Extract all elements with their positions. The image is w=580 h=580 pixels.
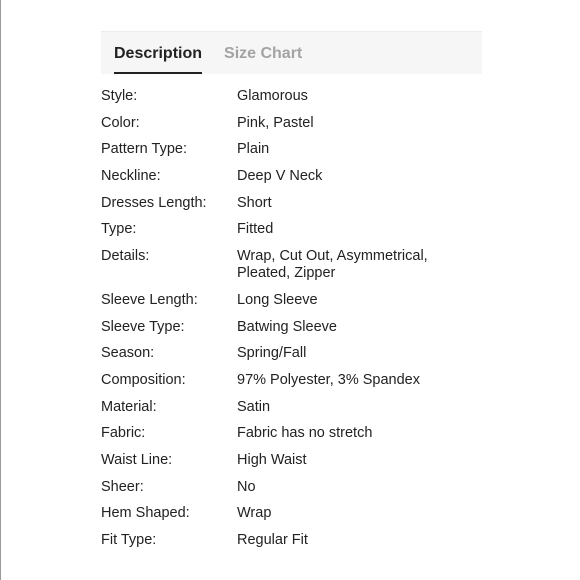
details-tab-bar xyxy=(101,31,482,74)
spec-label: Neckline: xyxy=(101,168,161,185)
spec-value: Batwing Sleeve xyxy=(237,318,337,335)
spec-label: Details: xyxy=(101,248,150,265)
spec-list xyxy=(101,88,501,559)
spec-value: 97% Polyester, 3% Spandex xyxy=(237,371,420,388)
spec-row-pattern-type xyxy=(101,141,501,158)
spec-label: Season: xyxy=(101,345,155,362)
spec-value: No xyxy=(237,478,256,495)
tab-description[interactable]: Description xyxy=(114,32,202,74)
spec-value: Wrap, Cut Out, Asymmetrical, Pleated, Zipper xyxy=(237,248,428,282)
spec-row-color xyxy=(101,115,501,132)
tab-size-chart[interactable]: Size Chart xyxy=(224,45,303,62)
spec-row-composition xyxy=(101,372,501,389)
spec-value: Spring/Fall xyxy=(237,345,307,362)
spec-row-details xyxy=(101,248,501,282)
spec-label: Style: xyxy=(101,88,138,104)
spec-value: Wrap xyxy=(237,505,272,522)
spec-label: Hem Shaped: xyxy=(101,505,190,522)
spec-row-fabric xyxy=(101,425,501,442)
spec-label: Material: xyxy=(101,398,157,415)
spec-row-style xyxy=(101,88,501,105)
spec-row-material xyxy=(101,399,501,416)
spec-value: Short xyxy=(237,194,272,211)
spec-value: Fitted xyxy=(237,221,274,238)
spec-row-dresses-length xyxy=(101,195,501,212)
spec-value: High Waist xyxy=(237,451,307,468)
spec-row-season xyxy=(101,345,501,362)
spec-row-waist-line xyxy=(101,452,501,469)
spec-label: Waist Line: xyxy=(101,451,173,468)
spec-value: Fabric has no stretch xyxy=(237,425,373,442)
spec-row-sleeve-length xyxy=(101,292,501,309)
spec-row-neckline xyxy=(101,168,501,185)
spec-row-type xyxy=(101,221,501,238)
spec-row-fit-type xyxy=(101,532,501,549)
spec-label: Composition: xyxy=(101,371,186,388)
spec-row-sleeve-type xyxy=(101,319,501,336)
spec-label: Dresses Length: xyxy=(101,194,207,211)
spec-value: Pink, Pastel xyxy=(237,114,314,131)
spec-label: Sheer: xyxy=(101,478,144,495)
spec-value: Glamorous xyxy=(237,88,308,104)
spec-row-sheer xyxy=(101,479,501,496)
spec-value: Plain xyxy=(237,141,270,158)
spec-label: Sleeve Length: xyxy=(101,291,198,308)
spec-label: Fabric: xyxy=(101,425,146,442)
spec-label: Pattern Type: xyxy=(101,141,187,158)
spec-value: Long Sleeve xyxy=(237,291,318,308)
spec-label: Sleeve Type: xyxy=(101,318,185,335)
spec-label: Type: xyxy=(101,221,137,238)
spec-value: Deep V Neck xyxy=(237,168,323,185)
spec-label: Color: xyxy=(101,114,140,131)
spec-value: Regular Fit xyxy=(237,532,308,548)
spec-row-hem-shaped xyxy=(101,505,501,522)
spec-label: Fit Type: xyxy=(101,532,157,548)
spec-value: Satin xyxy=(237,398,271,415)
